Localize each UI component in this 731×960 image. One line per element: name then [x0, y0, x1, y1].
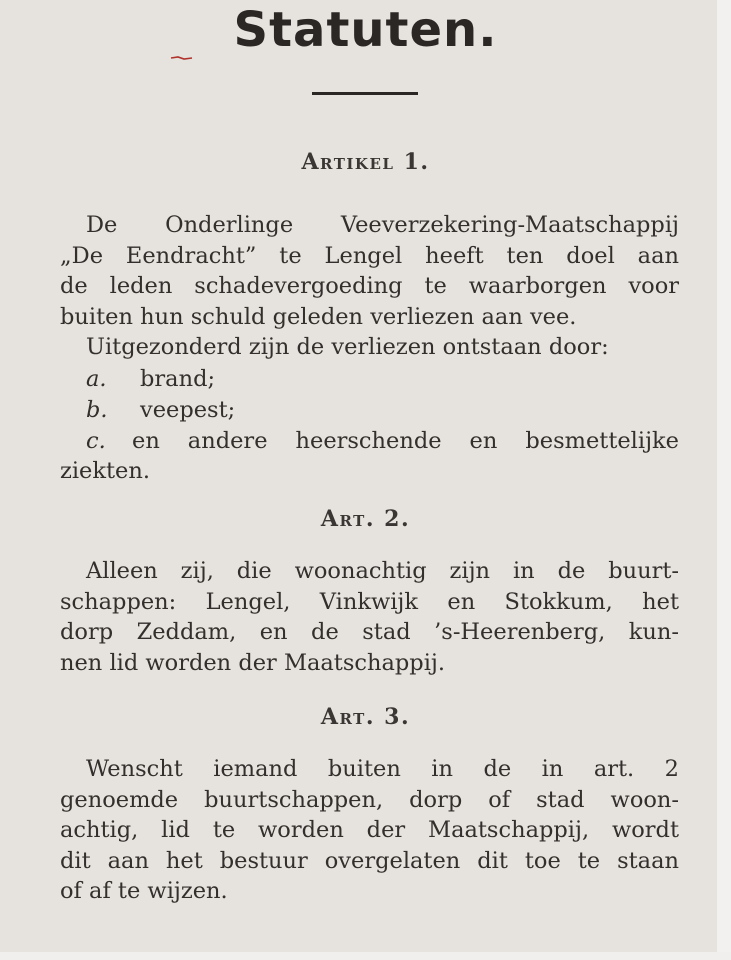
- item-b-text: veepest;: [140, 397, 236, 423]
- article-2-line-1: Alleen zij, die woonachtig zijn in de buurt-: [86, 558, 679, 584]
- article-2-heading: Art. 2.: [320, 506, 411, 532]
- article-3-paragraph: [60, 754, 679, 907]
- article-1-item-b: [86, 395, 679, 426]
- article-3-line-2: genoemde buurtschappen, dorp of stad woon-: [60, 786, 679, 813]
- article-1-item-a: [86, 364, 679, 395]
- article-1-item-c: [86, 426, 679, 457]
- page-edge-right: [717, 0, 731, 960]
- article-3-line-5: of af te wijzen.: [60, 878, 228, 904]
- article-2-line-2: schappen: Lengel, Vinkwijk en Stokkum, het: [60, 588, 679, 615]
- article-1-line-3: de leden schadevergoeding te waarborgen voor: [60, 273, 679, 299]
- article-1-item-c-continuation: ziekten.: [60, 458, 150, 484]
- article-2-paragraph: [60, 556, 679, 678]
- article-3-line-4: dit aan het bestuur overgelaten dit toe te staan: [60, 847, 679, 874]
- page-title: Statuten.: [233, 2, 498, 58]
- page-edge-bottom: [0, 952, 731, 960]
- item-b-marker: b.: [86, 397, 108, 423]
- item-a-marker: a.: [86, 366, 107, 392]
- article-3-heading: Art. 3.: [320, 704, 411, 730]
- item-a-text: brand;: [140, 366, 216, 392]
- article-1-line-2: „De Eendracht” te Lengel heeft ten doel aan: [60, 242, 679, 269]
- article-1-line-4: buiten hun schuld geleden verliezen aan vee.: [60, 303, 577, 330]
- article-1-line-1: De Onderlinge Veeverzekering-Maatschappij: [86, 212, 679, 238]
- article-1-paragraph: [60, 210, 679, 332]
- article-1-exclusion-intro: Uitgezonderd zijn de verliezen ontstaan door:: [86, 334, 609, 360]
- article-2-line-3: dorp Zeddam, en de stad ’s-Heerenberg, kun-: [60, 619, 679, 645]
- article-2-line-4: nen lid worden der Maatschappij.: [60, 649, 446, 676]
- article-1-heading: Artikel 1.: [301, 149, 430, 175]
- article-3-line-3: achtig, lid te worden der Maatschappij, wordt: [60, 817, 679, 843]
- title-divider: [312, 92, 418, 95]
- article-3-line-1: Wenscht iemand buiten in de in art. 2: [86, 756, 679, 782]
- item-c-marker: c.: [86, 428, 106, 454]
- item-c-text: en andere heerschende en besmettelijke: [132, 428, 679, 454]
